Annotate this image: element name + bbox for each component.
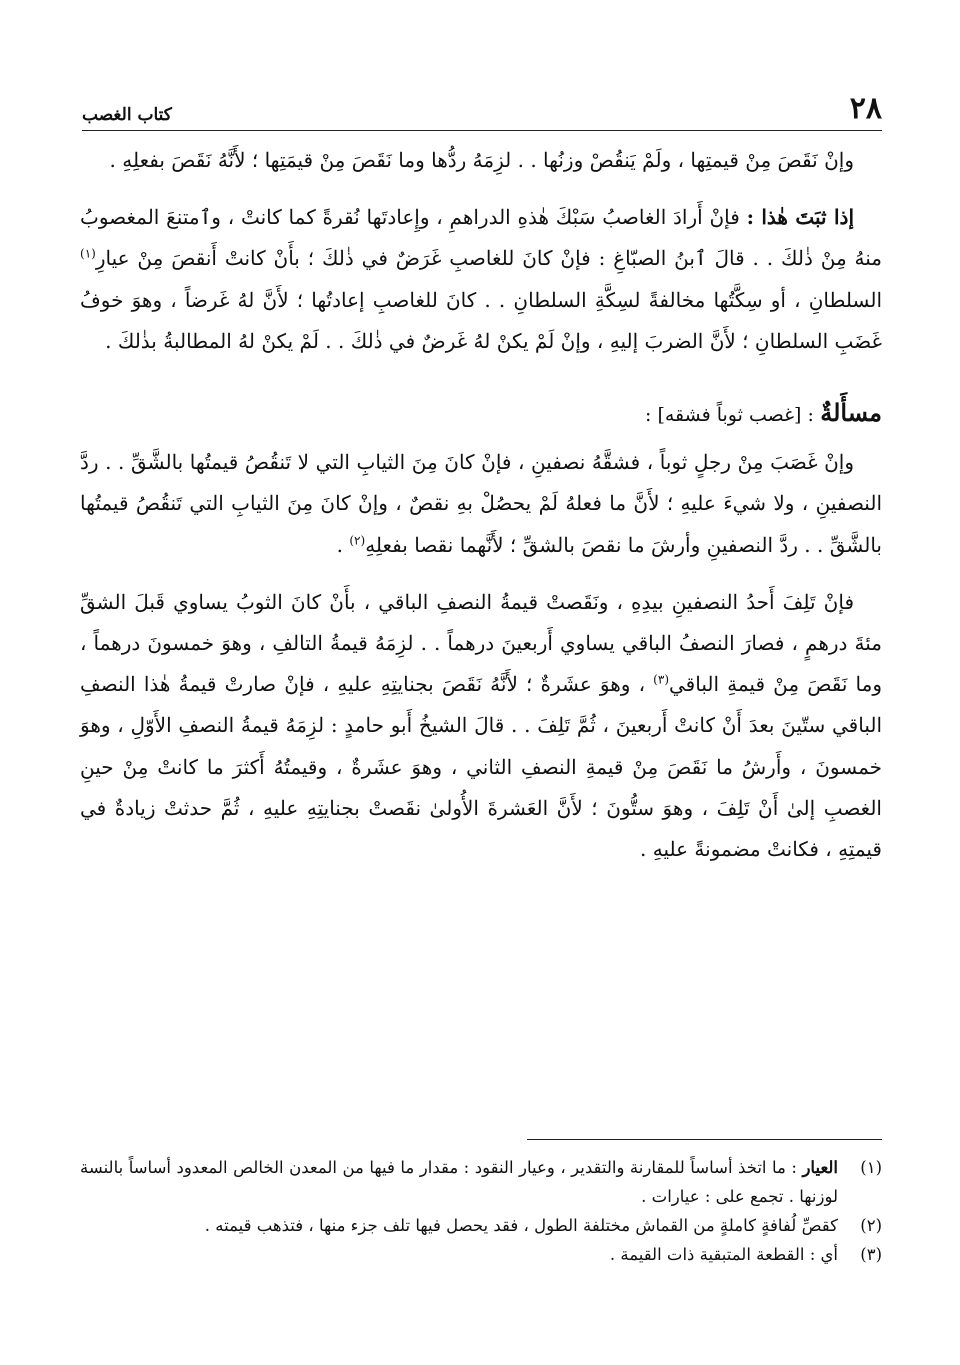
- page-number: ٢٨: [849, 91, 882, 126]
- running-title: كتاب الغصب: [82, 105, 172, 125]
- footnote-divider: [527, 1139, 882, 1140]
- footnote-2: [80, 1211, 882, 1240]
- section-subject: : [غصب ثوباً فشقه] :: [645, 404, 814, 427]
- footnote-ref-2[interactable]: (٢): [349, 532, 366, 547]
- footnote-text: [80, 1153, 838, 1211]
- footnote-3: [80, 1240, 882, 1269]
- paragraph-3-text-a: وإنْ غَصَبَ مِنْ رجلٍ ثوباً ، فشقَّهُ نصفينِ ، فإنْ كانَ مِنَ الثيابِ التي لا تَنقُصُ قيمتُها بالشَّقِّ . . ردَّ النصفينِ ، ولا شيءَ عليهِ ؛ لأَنَّ ما فعلهُ لَمْ يحصُلْ بهِ نقصٌ ، وإنْ كانَ مِنَ الثيابِ التي تَنقُصُ قيمتُها بالشَّقِّ . . ردَّ النصفينِ وأرشَ ما نقصَ بالشقِّ ؛ لأَنَّهما نقصا بفعلِهِ: [80, 450, 882, 557]
- footnote-number: (٢): [860, 1216, 882, 1235]
- paragraph-2-text-a: فإنْ أَرادَ الغاصبُ سَبْكَ هٰذهِ الدراهمِ ، وإِعادتَها نُقرةً كما كانتْ ، وٱمتنعَ المغصوبُ منهُ مِنْ ذٰلكَ . . قالَ ٱبنُ الصبّاغِ : فإنْ كانَ للغاصبِ غَرَضٌ في ذٰلكَ ؛ بأَنْ كانتْ أَنقصَ مِنْ عيارِ: [80, 205, 882, 271]
- footnote-term: العيار: [802, 1158, 839, 1177]
- paragraph-4-text-b: ، وهوَ عشَرةٌ ؛ لأَنَّهُ نَقَصَ بجنايتِهِ عليهِ ، فإنْ صارتْ قيمةُ هٰذا النصفِ الباقي ستّينَ بعدَ أَنْ كانتْ أَربعينَ ، ثُمَّ تَلِفَ . . قالَ الشيخُ أَبو حامدٍ : لزِمَهُ قيمةُ النصفِ الأَوّلِ ، وهوَ خمسونَ ، وأَرشُ ما نَقَصَ مِنْ قيمةِ النصفِ الثاني ، وهوَ عشَرةٌ ، وقيمتُهُ أَكثرَ ما كانتْ مِنْ حينِ الغصبِ إلىٰ أَنْ تَلِفَ ، وهوَ ستُّونَ ؛ لأَنَّ العَشرةَ الأُولىٰ نقَصتْ بجنايتِهِ عليهِ ، ثُمَّ حدثتْ زيادةٌ في قيمتِهِ ، فكانتْ مضمونةً عليهِ .: [80, 672, 882, 862]
- page-header: [82, 84, 882, 131]
- footnotes: [80, 1153, 882, 1269]
- section-heading: [80, 392, 882, 436]
- paragraph-4-text-a: فإنْ تَلِفَ أَحدُ النصفينِ بيدِهِ ، ونَقَصتْ قيمةُ النصفِ الباقي ، بأَنْ كانَ الثوبُ يساوي قَبلَ الشقِّ مئةَ درهمٍ ، فصارَ النصفُ الباقي يساوي أَربعينَ درهماً . . لزِمَهُ قيمةُ التالفِ ، وهوَ خمسونَ درهماً ، وما نَقَصَ مِنْ قيمةِ الباقي: [80, 589, 882, 697]
- footnote-definition: : ما اتخذ أساساً للمقارنة والتقدير ، وعيار النقود : مقدار ما فيها من المعدن الخالص المعدود أساساً بالنسة لوزنها . تجمع على : عيارات .: [80, 1158, 838, 1206]
- paragraph-4: [80, 582, 882, 870]
- footnote-number: (١): [860, 1158, 882, 1177]
- footnote-1: [80, 1153, 882, 1211]
- paragraph-2: [80, 197, 882, 362]
- section-title: مسأَلةٌ: [820, 398, 882, 428]
- footnote-text: أي : القطعة المتبقية ذات القيمة .: [609, 1245, 838, 1264]
- paragraph-3: [80, 442, 882, 566]
- footnote-number: (٣): [860, 1245, 882, 1264]
- footnote-ref-3[interactable]: (٣): [653, 672, 669, 687]
- paragraph-2-text-b: السلطانِ ، أو سِكَّتُها مخالفةً لسِكَّةِ السلطانِ . . كانَ للغاصبِ إعادتُها ؛ لأَنَّ لهُ غَرضاً ، وهوَ خوفُ غَضَبِ السلطانِ ؛ لأَنَّ الضربَ إليهِ ، وإنْ لَمْ يكنْ لهُ غَرضٌ في ذٰلكَ . . لَمْ يكنْ لهُ المطالبةُ بذٰلكَ .: [80, 287, 882, 353]
- paragraph-3-text-b: .: [336, 532, 343, 557]
- main-text: [80, 140, 882, 870]
- footnote-ref-1[interactable]: (١): [80, 246, 96, 261]
- paragraph-1: وإنْ نَقَصَ مِنْ قيمتِها ، ولَمْ يَنقُصْ وزنُها . . لزِمَهُ ردُّها وما نَقَصَ مِنْ قيمَتِها ؛ لأَنَّهُ نَقَصَ بفعلِهِ .: [109, 148, 854, 172]
- paragraph-lead: إذا ثبَتَ هٰذا :: [746, 205, 854, 230]
- footnote-text: كقصِّ لُفافةٍ كاملةٍ من القماش مختلفة الطول ، فقد يحصل فيها تلف جزء منها ، فتذهب قيمته .: [204, 1216, 838, 1235]
